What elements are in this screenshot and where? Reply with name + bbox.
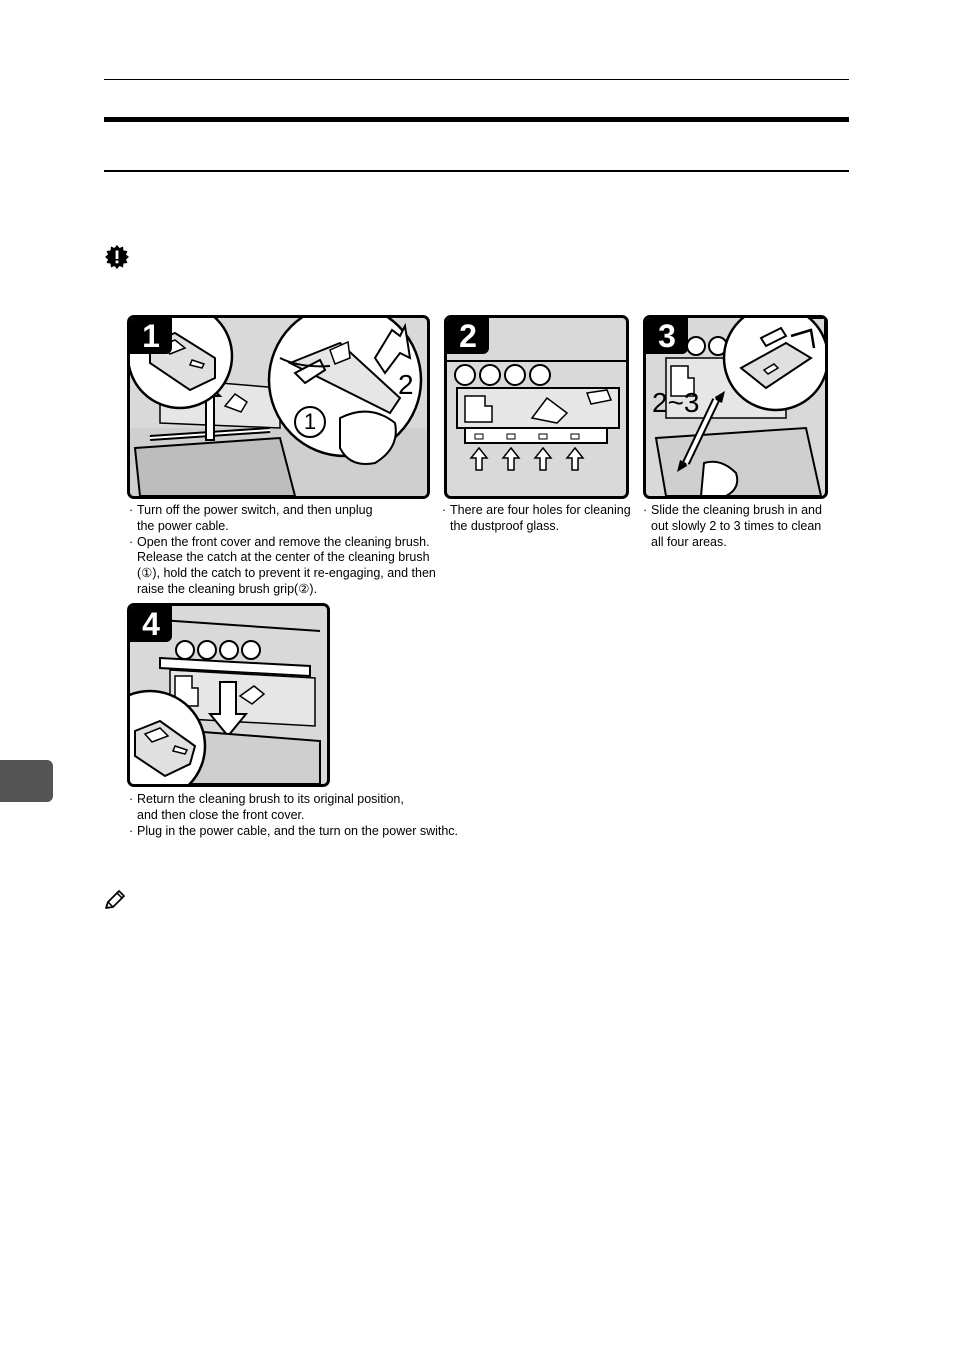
step-4-bullet-1: · Return the cleaning brush to its original position, and then close the front cover. — [129, 792, 509, 824]
note-pencil-icon — [104, 890, 126, 910]
step-1-bullet-1: · Turn off the power switch, and then unplug the power cable. — [129, 503, 439, 535]
step-number: 4 — [130, 606, 172, 642]
step-number: 3 — [646, 318, 688, 354]
step-3-caption — [643, 503, 843, 550]
callout-label-2: 2 — [398, 369, 414, 400]
step-1-caption — [129, 503, 439, 598]
step-4-illustration — [127, 603, 330, 787]
title-bar-rule — [104, 117, 849, 122]
chapter-tab — [0, 760, 53, 802]
step-3-bullet-1: · Slide the cleaning brush in and out slowly 2 to 3 times to clean all four areas. — [643, 503, 843, 550]
step-2-caption — [442, 503, 637, 535]
important-icon — [105, 245, 129, 269]
step-number: 1 — [130, 318, 172, 354]
header-rule-top — [104, 79, 849, 80]
title-bar-bottom-rule — [104, 170, 849, 172]
step-number: 2 — [447, 318, 489, 354]
step-2-bullet-1: · There are four holes for cleaning the dustproof glass. — [442, 503, 637, 535]
step-2-illustration — [444, 315, 629, 499]
step-4-bullet-2: · Plug in the power cable, and the turn on the power swithc. — [129, 824, 509, 840]
callout-circle-1: 1 — [294, 406, 326, 438]
step-3-illustration — [643, 315, 828, 499]
repeat-count-label: 2~3 — [652, 387, 700, 418]
step-1-bullet-2: · Open the front cover and remove the cleaning brush. Release the catch at the center of the cleaning brush (①), hold the catch to prevent it re-engaging, and then raise the cleaning brush grip(②). — [129, 535, 439, 598]
step-1-illustration — [127, 315, 430, 499]
step-4-caption — [129, 792, 509, 839]
